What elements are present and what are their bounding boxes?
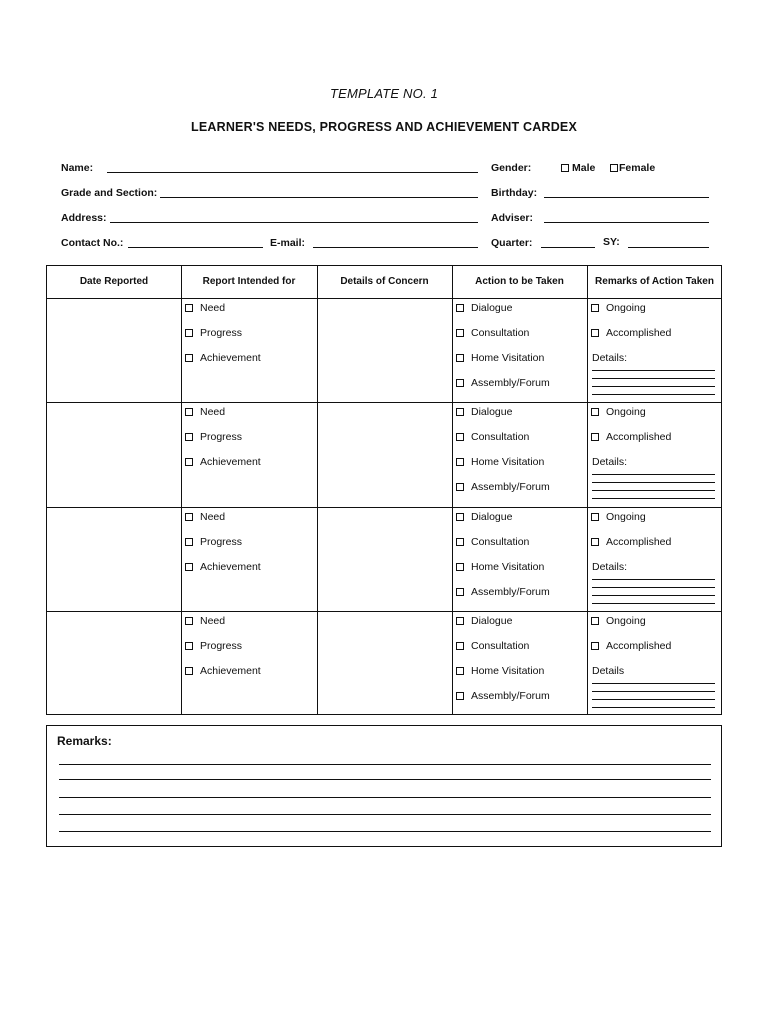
remarks-box <box>46 725 722 847</box>
action-dialogue-label: Dialogue <box>471 511 513 523</box>
report-achievement-checkbox[interactable] <box>185 354 193 362</box>
report-achievement-option[interactable] <box>185 561 261 573</box>
report-need-option[interactable] <box>185 302 225 314</box>
adviser-field[interactable] <box>544 222 709 223</box>
male-checkbox[interactable] <box>561 164 569 172</box>
report-achievement-label: Achievement <box>200 352 261 364</box>
birthday-label: Birthday: <box>491 187 538 199</box>
action-home-visitation-checkbox[interactable] <box>456 667 464 675</box>
action-assembly-forum-checkbox[interactable] <box>456 692 464 700</box>
name-label: Name: <box>61 162 94 174</box>
details-of-concern-cell[interactable] <box>317 611 452 715</box>
action-dialogue-option[interactable] <box>456 511 512 523</box>
action-consultation-label: Consultation <box>471 327 530 339</box>
contact-field[interactable] <box>128 247 263 248</box>
remark-ongoing-option[interactable] <box>591 615 646 627</box>
remark-accomplished-option[interactable] <box>591 536 671 548</box>
report-achievement-option[interactable] <box>185 456 261 468</box>
action-home-visitation-option[interactable] <box>456 352 544 364</box>
report-need-checkbox[interactable] <box>185 513 193 521</box>
report-need-option[interactable] <box>185 406 225 418</box>
report-need-option[interactable] <box>185 511 225 523</box>
email-label: E-mail: <box>270 237 306 249</box>
action-dialogue-label: Dialogue <box>471 615 513 627</box>
details-line[interactable] <box>592 587 715 588</box>
adviser-label: Adviser: <box>491 212 534 224</box>
remarks-line[interactable] <box>59 779 711 780</box>
report-achievement-option[interactable] <box>185 665 261 677</box>
remarks-label: Remarks: <box>57 734 112 748</box>
details-line[interactable] <box>592 490 715 491</box>
remark-accomplished-label: Accomplished <box>606 431 672 443</box>
action-dialogue-checkbox[interactable] <box>456 408 464 416</box>
details-line[interactable] <box>592 370 715 371</box>
action-consultation-checkbox[interactable] <box>456 642 464 650</box>
grade-section-field[interactable] <box>160 197 478 198</box>
female-label: Female <box>619 162 656 174</box>
details-line[interactable] <box>592 595 715 596</box>
sy-label: SY: <box>603 236 620 248</box>
details-line[interactable] <box>592 394 715 395</box>
report-need-label: Need <box>200 406 226 418</box>
report-progress-checkbox[interactable] <box>185 642 193 650</box>
date-reported-cell[interactable] <box>47 298 181 402</box>
action-home-visitation-checkbox[interactable] <box>456 563 464 571</box>
header-details-of-concern: Details of Concern <box>340 276 429 287</box>
remark-accomplished-checkbox[interactable] <box>591 329 599 337</box>
female-checkbox[interactable] <box>610 164 618 172</box>
details-line[interactable] <box>592 378 715 379</box>
action-consultation-label: Consultation <box>471 536 530 548</box>
remark-ongoing-label: Ongoing <box>606 302 646 314</box>
details-line[interactable] <box>592 603 715 604</box>
action-consultation-checkbox[interactable] <box>456 538 464 546</box>
report-achievement-checkbox[interactable] <box>185 667 193 675</box>
report-progress-option[interactable] <box>185 536 242 548</box>
action-dialogue-checkbox[interactable] <box>456 304 464 312</box>
remark-accomplished-label: Accomplished <box>606 327 672 339</box>
report-achievement-label: Achievement <box>200 456 261 468</box>
details-line[interactable] <box>592 707 715 708</box>
action-home-visitation-option[interactable] <box>456 561 544 573</box>
template-number: TEMPLATE NO. 1 <box>329 86 439 101</box>
action-consultation-option[interactable] <box>456 327 529 339</box>
contact-label: Contact No.: <box>61 237 124 249</box>
remarks-line[interactable] <box>59 814 711 815</box>
sy-field[interactable] <box>628 247 709 248</box>
action-consultation-checkbox[interactable] <box>456 329 464 337</box>
details-line[interactable] <box>592 386 715 387</box>
remark-ongoing-label: Ongoing <box>606 511 646 523</box>
action-home-visitation-checkbox[interactable] <box>456 458 464 466</box>
remark-accomplished-checkbox[interactable] <box>591 433 599 441</box>
report-need-label: Need <box>200 615 226 627</box>
report-progress-label: Progress <box>200 327 243 339</box>
details-line[interactable] <box>592 683 715 684</box>
report-progress-label: Progress <box>200 640 243 652</box>
details-label: Details: <box>592 352 628 364</box>
report-need-checkbox[interactable] <box>185 408 193 416</box>
details-of-concern-cell[interactable] <box>317 507 452 611</box>
report-progress-checkbox[interactable] <box>185 329 193 337</box>
action-home-visitation-label: Home Visitation <box>471 561 545 573</box>
details-line[interactable] <box>592 498 715 499</box>
name-field[interactable] <box>107 172 478 173</box>
report-achievement-option[interactable] <box>185 352 261 364</box>
action-consultation-checkbox[interactable] <box>456 433 464 441</box>
address-field[interactable] <box>110 222 478 223</box>
action-consultation-option[interactable] <box>456 536 529 548</box>
action-home-visitation-label: Home Visitation <box>471 665 545 677</box>
male-label: Male <box>572 162 596 174</box>
details-of-concern-cell[interactable] <box>317 298 452 402</box>
report-achievement-label: Achievement <box>200 665 261 677</box>
remarks-line[interactable] <box>59 831 711 832</box>
remark-ongoing-checkbox[interactable] <box>591 513 599 521</box>
report-progress-option[interactable] <box>185 327 242 339</box>
details-label: Details: <box>592 561 628 573</box>
action-dialogue-option[interactable] <box>456 302 512 314</box>
gender-label: Gender: <box>491 162 532 174</box>
remark-accomplished-option[interactable] <box>591 431 671 443</box>
remark-ongoing-option[interactable] <box>591 511 646 523</box>
quarter-field[interactable] <box>541 247 595 248</box>
remark-accomplished-option[interactable] <box>591 327 671 339</box>
report-progress-checkbox[interactable] <box>185 433 193 441</box>
report-need-label: Need <box>200 302 226 314</box>
date-reported-cell[interactable] <box>47 507 181 611</box>
action-assembly-forum-checkbox[interactable] <box>456 588 464 596</box>
action-assembly-forum-option[interactable] <box>456 586 550 598</box>
remark-ongoing-checkbox[interactable] <box>591 408 599 416</box>
grade-section-label: Grade and Section: <box>61 187 158 199</box>
details-line[interactable] <box>592 699 715 700</box>
remarks-line[interactable] <box>59 797 711 798</box>
action-dialogue-checkbox[interactable] <box>456 617 464 625</box>
action-home-visitation-option[interactable] <box>456 665 544 677</box>
report-need-option[interactable] <box>185 615 225 627</box>
action-assembly-forum-label: Assembly/Forum <box>471 690 550 702</box>
details-label: Details <box>592 665 625 677</box>
action-consultation-option[interactable] <box>456 431 529 443</box>
report-achievement-checkbox[interactable] <box>185 563 193 571</box>
concern-table <box>46 265 722 715</box>
remark-accomplished-checkbox[interactable] <box>591 538 599 546</box>
action-assembly-forum-option[interactable] <box>456 377 550 389</box>
report-achievement-label: Achievement <box>200 561 261 573</box>
action-dialogue-option[interactable] <box>456 406 512 418</box>
header-action-to-be-taken: Action to be Taken <box>475 276 564 287</box>
remarks-line[interactable] <box>59 764 711 765</box>
birthday-field[interactable] <box>544 197 709 198</box>
action-home-visitation-label: Home Visitation <box>471 456 545 468</box>
action-assembly-forum-label: Assembly/Forum <box>471 586 550 598</box>
report-achievement-checkbox[interactable] <box>185 458 193 466</box>
action-assembly-forum-checkbox[interactable] <box>456 379 464 387</box>
header-remarks-of-action-taken: Remarks of Action Taken <box>595 276 714 287</box>
document-title: LEARNER'S NEEDS, PROGRESS AND ACHIEVEMENT CARDEX <box>191 120 577 134</box>
action-assembly-forum-option[interactable] <box>456 690 550 702</box>
report-progress-option[interactable] <box>185 431 242 443</box>
action-home-visitation-option[interactable] <box>456 456 544 468</box>
action-consultation-option[interactable] <box>456 640 529 652</box>
action-assembly-forum-label: Assembly/Forum <box>471 481 550 493</box>
remark-accomplished-label: Accomplished <box>606 640 672 652</box>
action-consultation-label: Consultation <box>471 431 530 443</box>
header-date-reported: Date Reported <box>79 276 149 287</box>
male-option[interactable] <box>561 162 595 174</box>
report-need-checkbox[interactable] <box>185 304 193 312</box>
female-option[interactable] <box>610 162 655 174</box>
remark-ongoing-option[interactable] <box>591 302 646 314</box>
details-line[interactable] <box>592 482 715 483</box>
remark-accomplished-checkbox[interactable] <box>591 642 599 650</box>
report-progress-option[interactable] <box>185 640 242 652</box>
action-dialogue-option[interactable] <box>456 615 512 627</box>
remark-ongoing-label: Ongoing <box>606 615 646 627</box>
details-line[interactable] <box>592 579 715 580</box>
report-need-checkbox[interactable] <box>185 617 193 625</box>
action-dialogue-checkbox[interactable] <box>456 513 464 521</box>
report-progress-label: Progress <box>200 536 243 548</box>
report-progress-checkbox[interactable] <box>185 538 193 546</box>
date-reported-cell[interactable] <box>47 402 181 506</box>
action-home-visitation-checkbox[interactable] <box>456 354 464 362</box>
report-need-label: Need <box>200 511 226 523</box>
details-line[interactable] <box>592 474 715 475</box>
remark-ongoing-label: Ongoing <box>606 406 646 418</box>
action-home-visitation-label: Home Visitation <box>471 352 545 364</box>
action-assembly-forum-option[interactable] <box>456 481 550 493</box>
details-of-concern-cell[interactable] <box>317 402 452 506</box>
details-line[interactable] <box>592 691 715 692</box>
date-reported-cell[interactable] <box>47 611 181 715</box>
remark-ongoing-option[interactable] <box>591 406 646 418</box>
remark-ongoing-checkbox[interactable] <box>591 304 599 312</box>
report-progress-label: Progress <box>200 431 243 443</box>
remark-accomplished-option[interactable] <box>591 640 671 652</box>
action-assembly-forum-label: Assembly/Forum <box>471 377 550 389</box>
remark-ongoing-checkbox[interactable] <box>591 617 599 625</box>
action-dialogue-label: Dialogue <box>471 406 513 418</box>
address-label: Address: <box>61 212 107 224</box>
details-label: Details: <box>592 456 628 468</box>
quarter-label: Quarter: <box>491 237 533 249</box>
action-consultation-label: Consultation <box>471 640 530 652</box>
remark-accomplished-label: Accomplished <box>606 536 672 548</box>
email-field[interactable] <box>313 247 478 248</box>
action-dialogue-label: Dialogue <box>471 302 513 314</box>
header-report-intended-for: Report Intended for <box>202 276 296 287</box>
action-assembly-forum-checkbox[interactable] <box>456 483 464 491</box>
